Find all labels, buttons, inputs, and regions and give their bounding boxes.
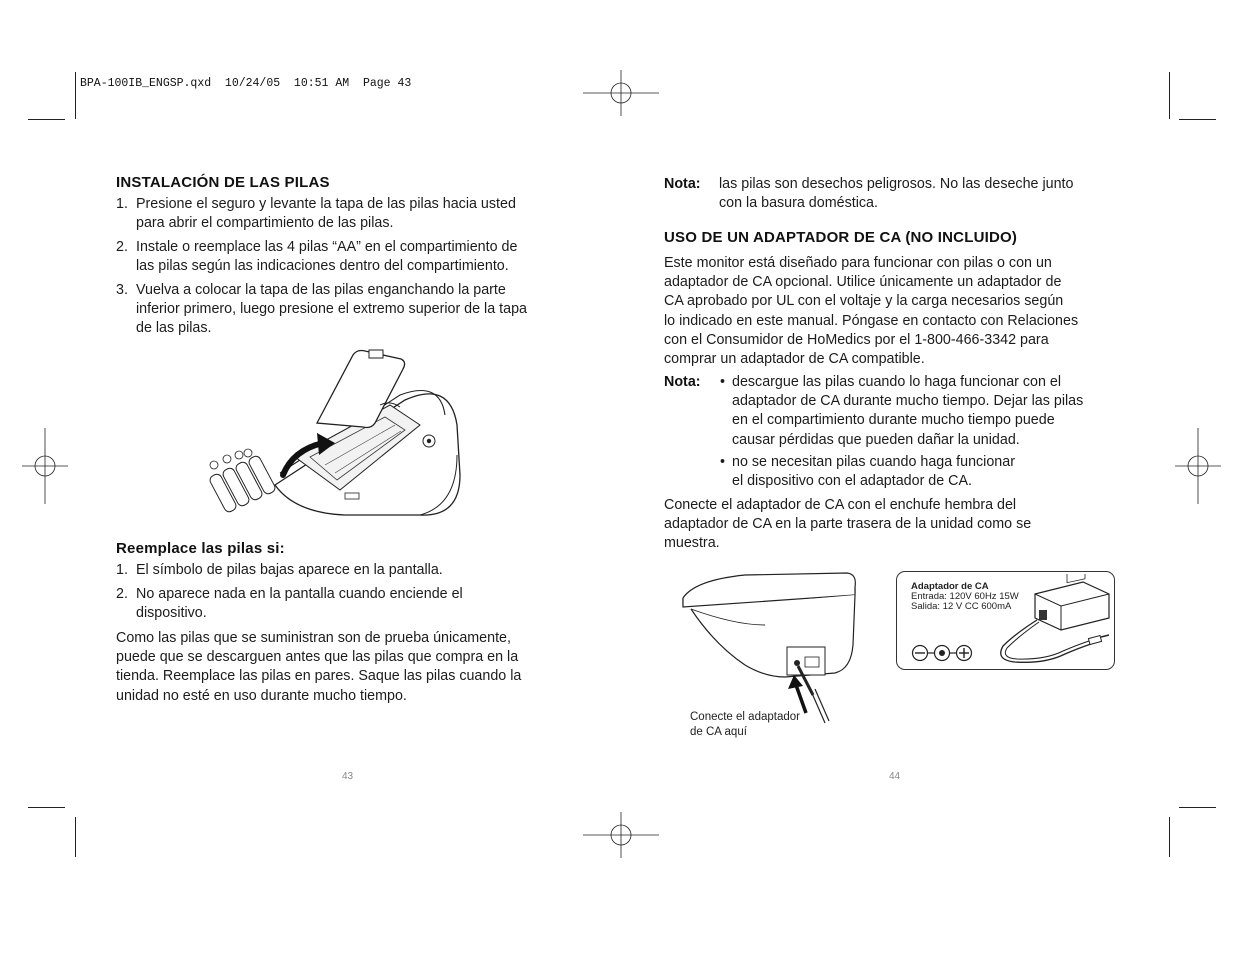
replace-batteries-subheading: Reemplace las pilas si: — [116, 540, 285, 557]
adapter-input-spec: Entrada: 120V 60Hz 15W — [911, 591, 1019, 602]
registration-mark-bottom — [583, 812, 659, 858]
polarity-symbol-icon — [911, 642, 973, 664]
note-label-2: Nota: — [664, 374, 701, 390]
page-number-right: 44 — [889, 771, 901, 782]
note-label-1: Nota: — [664, 176, 701, 192]
file-slug: BPA-100IB_ENGSP.qxd 10/24/05 10:51 AM Page 43 — [80, 77, 412, 90]
ac-adapter-spec-box — [896, 571, 1115, 670]
ac-adapter-intro-paragraph: Este monitor está diseñado para funcionar con pilas o con un adaptador de CA opcional. Utilice únicamente un adaptador de CA aprobado por UL con el voltaje y la carga necesarios según lo indicado en este manual. Póngase en contacto con Relaciones con el Consumidor de HoMedics por el 1-800-466-3342 para comprar un adaptador de CA compatible. — [664, 255, 1079, 368]
registration-mark-top — [583, 70, 659, 116]
battery-notice-paragraph: Como las pilas que se suministran son de prueba únicamente, puede que se descarguen antes que las pilas que compra en la tienda. Reemplace las pilas en pares. Saque las pilas cuando la unidad no esté en uso durante mucho tiempo. — [116, 630, 522, 704]
monitor-back-illustration — [675, 565, 865, 725]
connect-adapter-paragraph: Conecte el adaptador de CA con el enchufe hembra del adaptador de CA en la parte trasera de la unidad como se muestra. — [664, 497, 1032, 552]
battery-install-heading: INSTALACIÓN DE LAS PILAS — [116, 174, 330, 191]
registration-mark-right — [1175, 428, 1221, 504]
battery-compartment-illustration — [205, 345, 467, 520]
ac-adapter-icon — [995, 574, 1113, 666]
registration-mark-left — [22, 428, 68, 504]
page-number-left: 43 — [342, 771, 354, 782]
connect-here-caption: Conecte el adaptador de CA aquí — [690, 711, 800, 738]
note-hazard-text: las pilas son desechos peligrosos. No las deseche junto con la basura doméstica. — [719, 176, 1074, 212]
ac-adapter-heading: USO DE UN ADAPTADOR DE CA (NO INCLUIDO) — [664, 229, 1018, 246]
adapter-output-spec: Salida: 12 V CC 600mA — [911, 601, 1012, 612]
adapter-title: Adaptador de CA — [911, 581, 989, 592]
